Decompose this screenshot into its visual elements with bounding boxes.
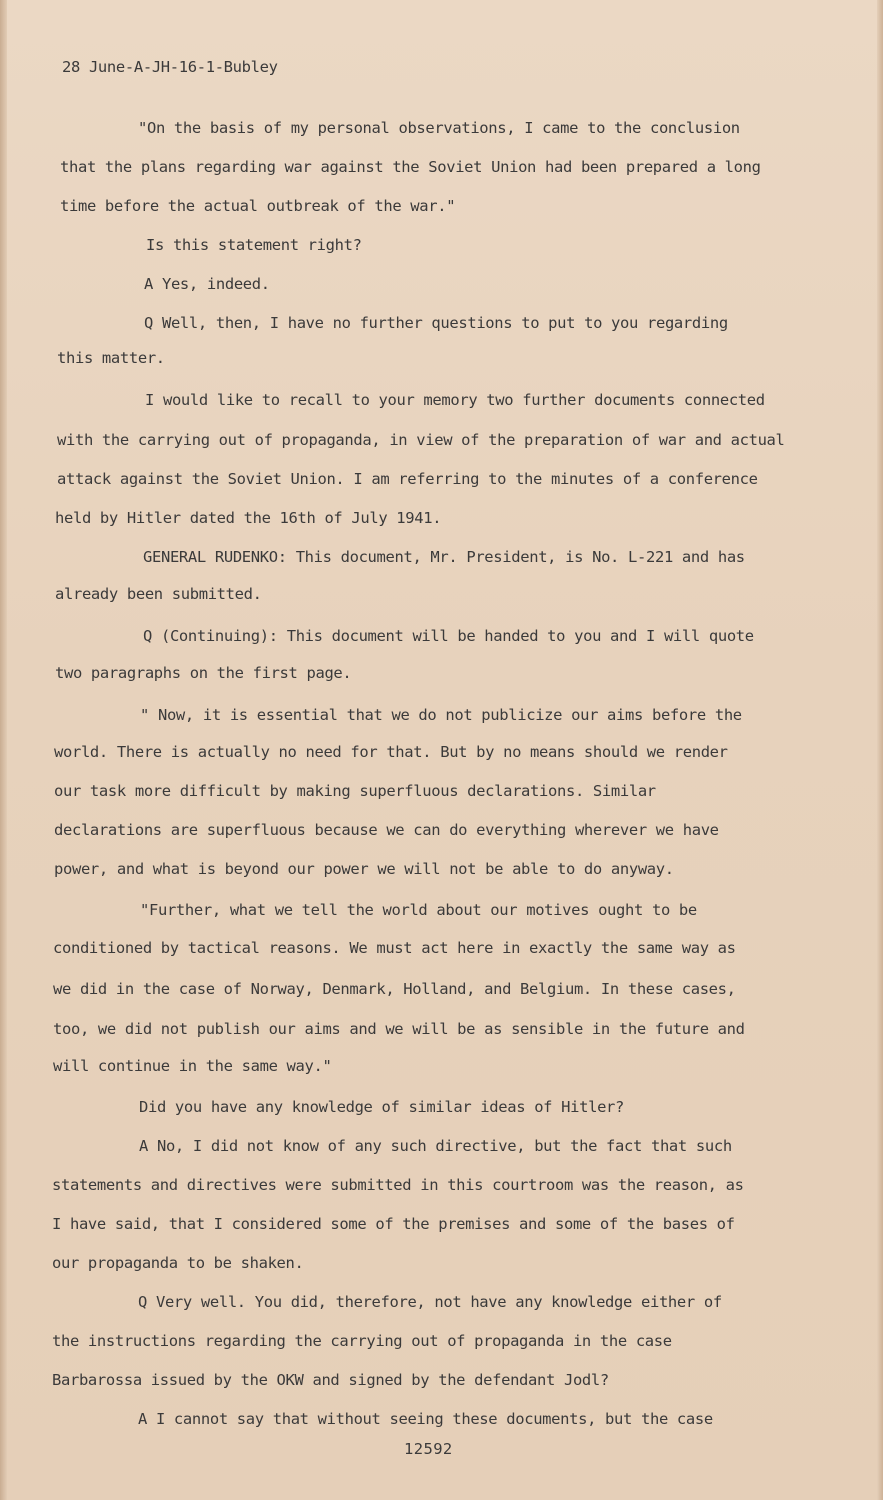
text-line: attack against the Soviet Union. I am referring to the minutes of a conference	[57, 470, 758, 488]
page-number: 12592	[404, 1440, 453, 1458]
page-header: 28 June-A-JH-16-1-Bubley	[62, 58, 278, 76]
text-line: Q (Continuing): This document will be handed to you and I will quote	[143, 627, 754, 645]
text-line: I have said, that I considered some of the premises and some of the bases of	[52, 1215, 735, 1233]
text-line: I would like to recall to your memory two further documents connected	[145, 391, 765, 409]
text-line: declarations are superfluous because we can do everything wherever we have	[54, 821, 719, 839]
paper-edge-right	[877, 0, 883, 1500]
text-line: " Now, it is essential that we do not publicize our aims before the	[140, 706, 742, 724]
text-line: with the carrying out of propaganda, in view of the preparation of war and actual	[57, 431, 785, 449]
text-line: that the plans regarding war against the Soviet Union had been prepared a long	[60, 158, 761, 176]
text-line: "On the basis of my personal observations, I came to the conclusion	[138, 119, 740, 137]
text-line: A I cannot say that without seeing these documents, but the case	[138, 1410, 713, 1428]
text-line: our propaganda to be shaken.	[52, 1254, 304, 1272]
paper-edge-left	[0, 0, 7, 1500]
text-line: held by Hitler dated the 16th of July 1941.	[55, 509, 442, 527]
text-line: power, and what is beyond our power we will not be able to do anyway.	[54, 860, 674, 878]
text-line: Barbarossa issued by the OKW and signed by the defendant Jodl?	[52, 1371, 609, 1389]
text-line: this matter.	[57, 349, 165, 367]
text-line: Is this statement right?	[146, 236, 362, 254]
text-line: Q Very well. You did, therefore, not have any knowledge either of	[138, 1293, 722, 1311]
text-line: A No, I did not know of any such directive, but the fact that such	[139, 1137, 732, 1155]
text-line: world. There is actually no need for that. But by no means should we render	[54, 743, 728, 761]
text-line: Did you have any knowledge of similar ideas of Hitler?	[139, 1098, 625, 1116]
text-line: will continue in the same way."	[53, 1057, 332, 1075]
text-line: A Yes, indeed.	[144, 275, 270, 293]
text-line: GENERAL RUDENKO: This document, Mr. President, is No. L-221 and has	[143, 548, 745, 566]
text-line: already been submitted.	[55, 585, 262, 603]
text-line: time before the actual outbreak of the war."	[60, 197, 456, 215]
text-line: "Further, what we tell the world about our motives ought to be	[140, 901, 697, 919]
text-line: statements and directives were submitted in this courtroom was the reason, as	[52, 1176, 744, 1194]
text-line: too, we did not publish our aims and we will be as sensible in the future and	[53, 1020, 745, 1038]
text-line: two paragraphs on the first page.	[55, 664, 352, 682]
text-line: conditioned by tactical reasons. We must act here in exactly the same way as	[53, 939, 736, 957]
text-line: we did in the case of Norway, Denmark, Holland, and Belgium. In these cases,	[53, 980, 736, 998]
text-line: the instructions regarding the carrying out of propaganda in the case	[52, 1332, 672, 1350]
text-line: our task more difficult by making superfluous declarations. Similar	[54, 782, 656, 800]
text-line: Q Well, then, I have no further questions to put to you regarding	[144, 314, 728, 332]
